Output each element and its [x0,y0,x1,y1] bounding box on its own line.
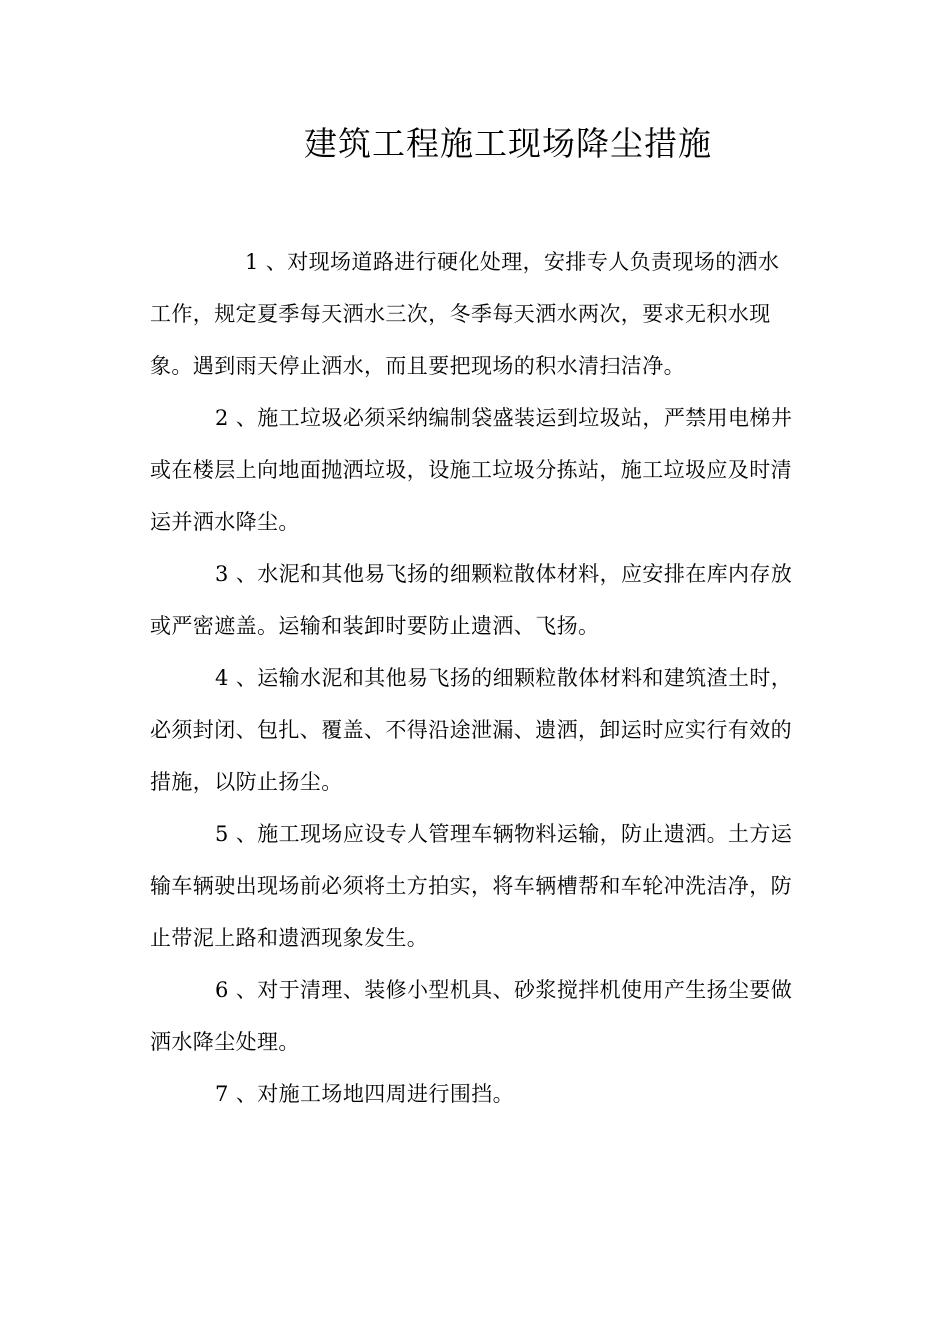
paragraph-7: 7 、对施工场地四周进行围挡。 [215,1082,515,1106]
document-body [150,236,800,1120]
paragraph-3: 3 、水泥和其他易飞扬的细颗粒散体材料，应安排在库内存放或严密遮盖。运输和装卸时要防止遗洒、飞扬。 [150,562,793,638]
paragraph-5: 5 、施工现场应设专人管理车辆物料运输，防止遗洒。土方运输车辆驶出现场前必须将土方拍实，将车辆槽帮和车轮冲洗洁净，防止带泥上路和遗洒现象发生。 [150,822,793,950]
paragraph-1: 1 、对现场道路进行硬化处理，安排专人负责现场的洒水工作，规定夏季每天洒水三次，冬季每天洒水两次，要求无积水现象。遇到雨天停止洒水，而且要把现场的积水清扫洁净。 [150,250,780,378]
document-title: 建筑工程施工现场降尘措施 [304,124,712,163]
paragraph-2: 2 、施工垃圾必须采纳编制袋盛装运到垃圾站，严禁用电梯井或在楼层上向地面抛洒垃圾，设施工垃圾分拣站，施工垃圾应及时清运并洒水降尘。 [150,406,793,534]
paragraph-4: 4 、运输水泥和其他易飞扬的细颗粒散体材料和建筑渣土时，必须封闭、包扎、覆盖、不得沿途泄漏、遗洒，卸运时应实行有效的措施，以防止扬尘。 [150,666,793,794]
paragraph-6: 6 、对于清理、装修小型机具、砂浆搅拌机使用产生扬尘要做洒水降尘处理。 [150,978,793,1054]
